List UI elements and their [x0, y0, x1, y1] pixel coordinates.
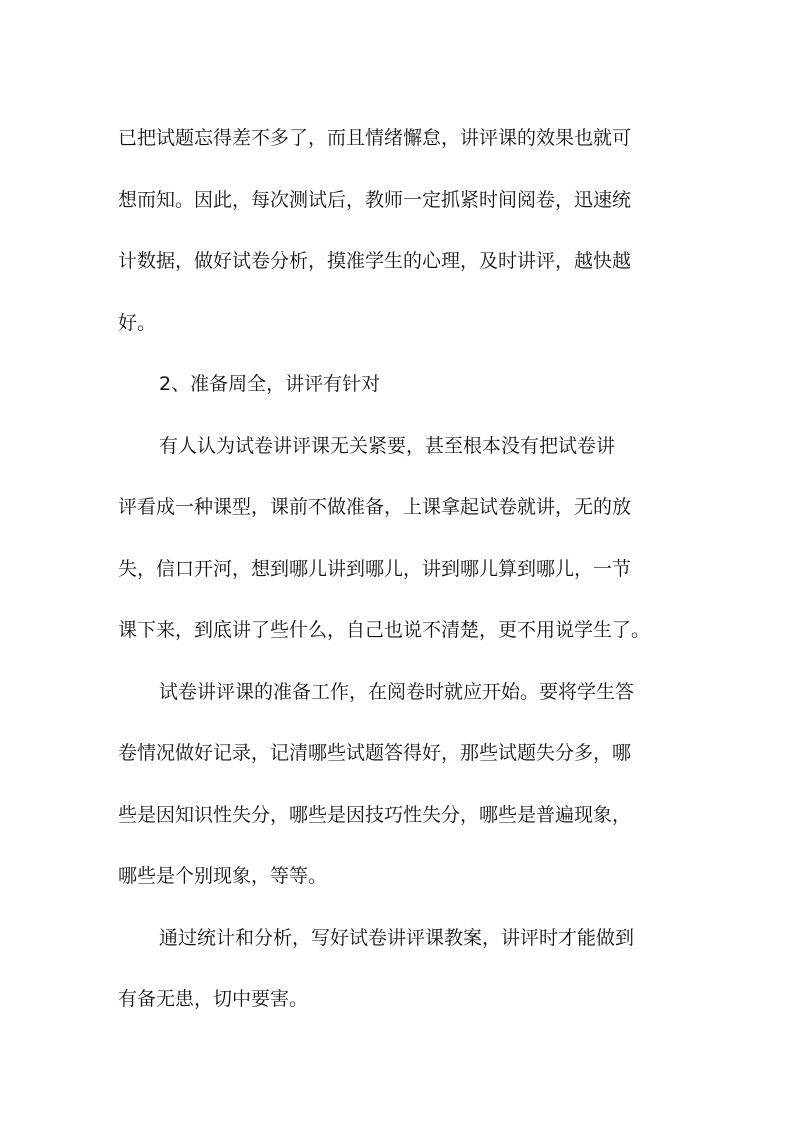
text-line: 计数据，做好试卷分析，摸准学生的心理，及时讲评，越快越 [118, 250, 632, 272]
text-line: 课下来，到底讲了些什么，自己也说不清楚，更不用说学生了。 [118, 619, 651, 641]
text-line: 通过统计和分析，写好试卷讲评课教案，讲评时才能做到 [159, 926, 635, 949]
text-line: 好。 [118, 311, 157, 334]
text-line: 些是因知识性失分，哪些是因技巧性失分，哪些是普遍现象， [118, 803, 632, 826]
text-line: 卷情况做好记录，记清哪些试题答得好，那些试题失分多，哪 [118, 742, 632, 764]
text-line: 试卷讲评课的准备工作，在阅卷时就应开始。要将学生答 [159, 680, 635, 703]
section-heading: 2、准备周全，讲评有针对 [159, 373, 381, 395]
text-line: 已把试题忘得差不多了，而且情绪懈怠，讲评课的效果也就可 [118, 127, 632, 149]
document-body [118, 108, 680, 1031]
text-line: 哪些是个别现象，等等。 [118, 865, 328, 887]
text-line: 有人认为试卷讲评课无关紧要，甚至根本没有把试卷讲 [159, 434, 616, 457]
text-line: 评看成一种课型，课前不做准备，上课拿起试卷就讲，无的放 [118, 496, 632, 518]
text-line: 想而知。因此，每次测试后，教师一定抓紧时间阅卷，迅速统 [118, 188, 632, 211]
text-line: 失，信口开河，想到哪儿讲到哪儿，讲到哪儿算到哪儿，一节 [118, 557, 632, 580]
text-line: 有备无患，切中要害。 [118, 988, 309, 1010]
